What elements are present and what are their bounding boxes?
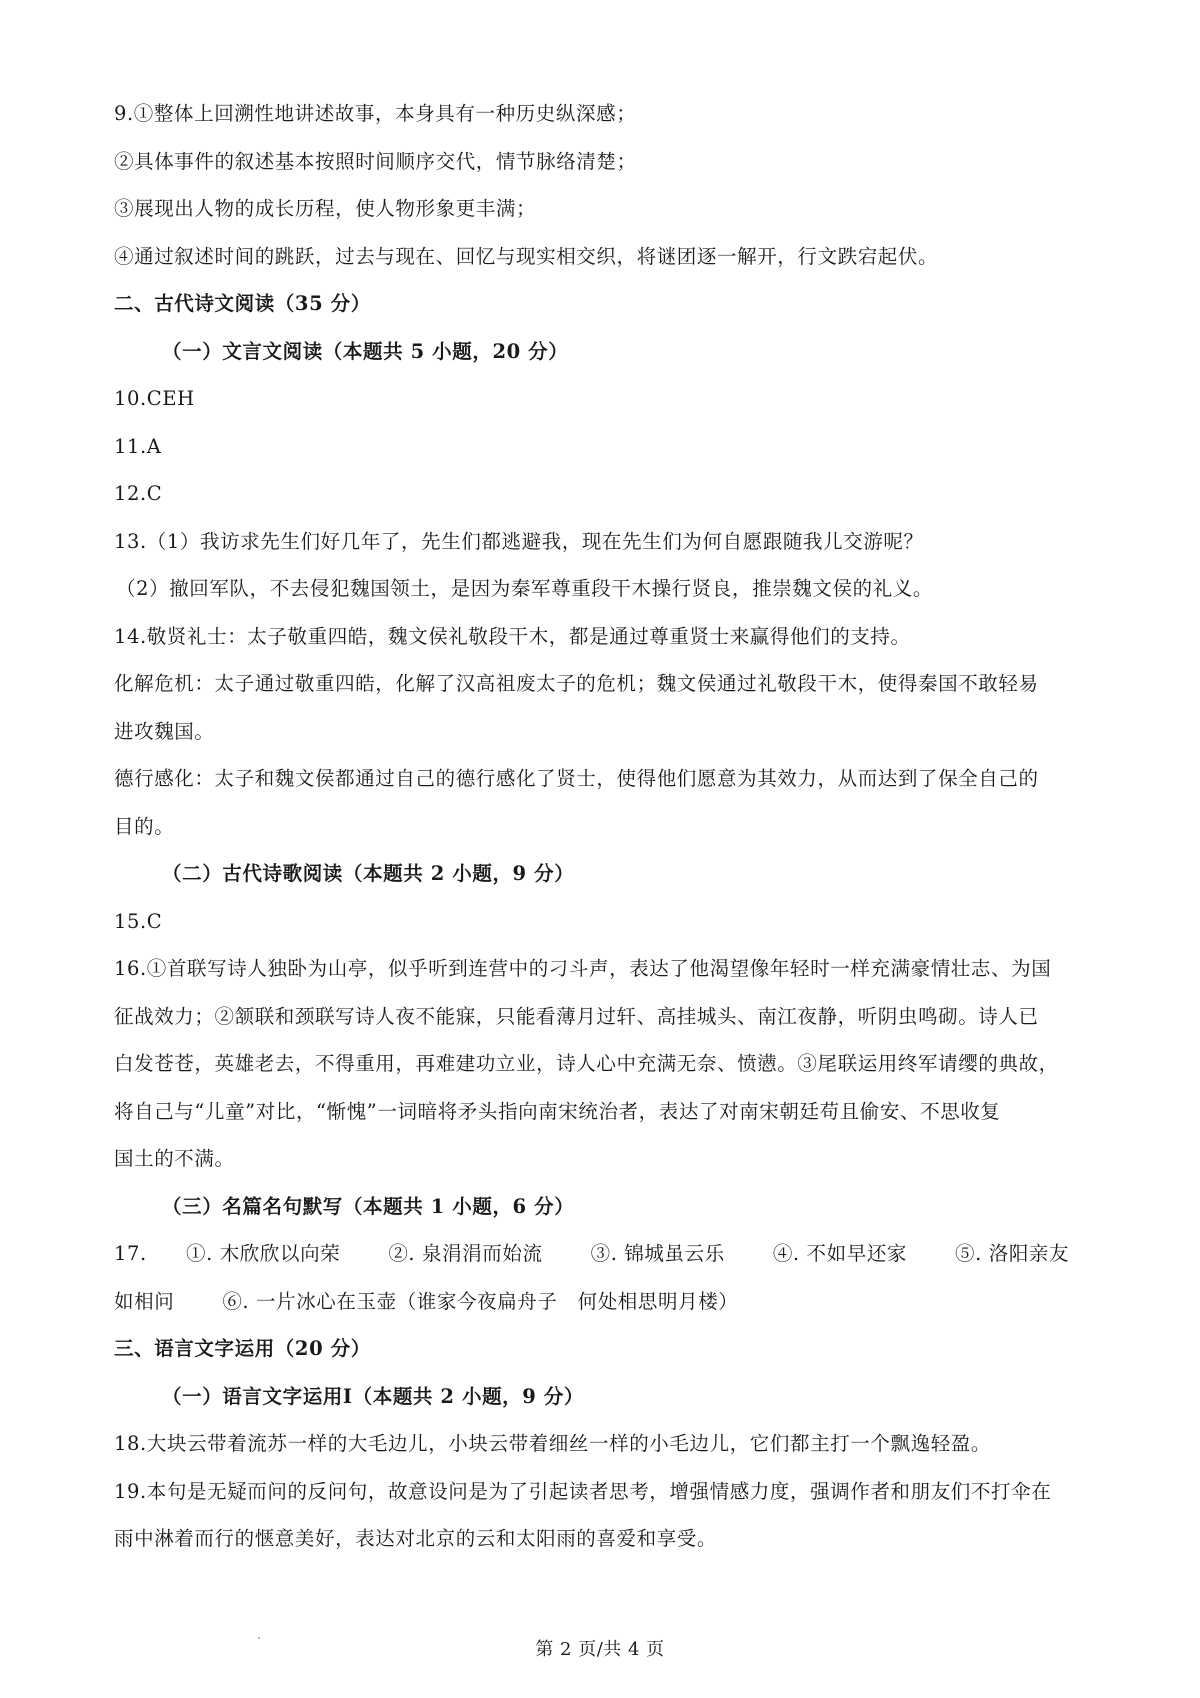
answer-17-number: 17. xyxy=(114,1242,147,1265)
answer-14-line-1: 14.敬贤礼士：太子敬重四皓，魏文侯礼敬段干木，都是通过尊重贤士来赢得他们的支持。 xyxy=(114,624,911,648)
answer-15: 15.C xyxy=(114,909,163,933)
section-2-sub-2: （二）古代诗歌阅读（本题共 2 小题，9 分） xyxy=(162,862,575,885)
answer-12: 12.C xyxy=(114,482,163,505)
section-2-title: 二、古代诗文阅读（35 分） xyxy=(114,292,371,315)
answer-14-line-3a: 德行感化：太子和魏文侯都通过自己的德行感化了贤士，使得他们愿意为其效力，从而达到了保全自己的 xyxy=(114,767,1039,790)
answer-17-item-6: ⑥. 一片冰心在玉壶（谁家今夜扁舟子 何处相思明月楼） xyxy=(222,1289,739,1313)
section-2-sub-1: （一）文言文阅读（本题共 5 小题，20 分） xyxy=(162,339,569,363)
answer-13-part-2: （2）撤回军队，不去侵犯魏国领土，是因为秦军尊重段干木操行贤良，推崇魏文侯的礼义。 xyxy=(116,577,934,600)
q9-line-3: ③展现出人物的成长历程，使人物形象更丰满； xyxy=(114,197,537,220)
answer-17-item-3: ③. 锦城虽云乐 xyxy=(590,1242,725,1265)
answer-11: 11.A xyxy=(114,434,162,458)
page-number: 第 2 页/共 4 页 xyxy=(535,1639,665,1660)
section-3-sub-1: （一）语言文字运用Ⅰ（本题共 2 小题，9 分） xyxy=(162,1384,585,1408)
answer-16-line-3: 白发苍苍，英雄老去，不得重用，再难建功立业，诗人心中充满无奈、愤懑。③尾联运用终军请缨的典故， xyxy=(114,1052,1059,1075)
answer-19-line-2: 雨中淋着而行的惬意美好，表达对北京的云和太阳雨的喜爱和享受。 xyxy=(114,1527,718,1550)
answer-17-item-5: ⑤. 洛阳亲友 xyxy=(955,1242,1070,1265)
answer-16-line-4: 将自己与“儿童”对比，“惭愧”一词暗将矛头指向南宋统治者，表达了对南宋朝廷苟且偷安、不思收复 xyxy=(114,1099,1001,1123)
answer-17-item-1: ①. 木欣欣以向荣 xyxy=(186,1242,341,1265)
answer-13-part-1: 13.（1）我访求先生们好几年了，先生们都逃避我，现在先生们为何自愿跟随我儿交游呢？ xyxy=(114,529,924,553)
q9-line-1: 9.①整体上回溯性地讲述故事，本身具有一种历史纵深感； xyxy=(114,102,637,125)
answer-16-line-1: 16.①首联写诗人独卧为山亭，似乎听到连营中的刁斗声，表达了他渴望像年轻时一样充满豪情壮志、为国 xyxy=(114,957,1052,980)
answer-14-line-3b: 目的。 xyxy=(114,814,175,838)
answer-16-line-2: 征战效力；②颔联和颈联写诗人夜不能寐，只能看薄月过轩、高挂城头、南江夜静，听阴虫鸣砌。诗人已 xyxy=(114,1004,1039,1028)
section-3-title: 三、语言文字运用（20 分） xyxy=(114,1337,371,1360)
answer-14-line-2a: 化解危机：太子通过敬重四皓，化解了汉高祖废太子的危机；魏文侯通过礼敬段干木，使得秦国不敢轻易 xyxy=(114,672,1039,695)
answer-19-line-1: 19.本句是无疑而问的反问句，故意设问是为了引起读者思考，增强情感力度，强调作者和朋友们不打伞在 xyxy=(114,1479,1052,1503)
answer-18: 18.大块云带着流苏一样的大毛边儿，小块云带着细丝一样的小毛边儿，它们都主打一个飘逸轻盈。 xyxy=(114,1432,992,1455)
section-2-sub-3: （三）名篇名句默写（本题共 1 小题，6 分） xyxy=(162,1194,575,1218)
answer-17-item-5-cont: 如相问 xyxy=(114,1289,175,1313)
answer-17-item-4: ④. 不如早还家 xyxy=(772,1242,908,1265)
answer-16-line-5: 国土的不满。 xyxy=(114,1147,235,1170)
answer-content xyxy=(114,90,1104,1563)
answer-17-item-2: ②. 泉涓涓而始流 xyxy=(388,1242,543,1265)
q9-line-4: ④通过叙述时间的跳跃，过去与现在、回忆与现实相交织，将谜团逐一解开，行文跌宕起伏。 xyxy=(114,244,939,268)
answer-17-line-1 xyxy=(114,1230,1104,1278)
q9-line-2: ②具体事件的叙述基本按照时间顺序交代，情节脉络清楚； xyxy=(114,149,637,173)
answer-10: 10.CEH xyxy=(114,387,195,410)
answer-17-line-2 xyxy=(114,1278,1104,1326)
answer-14-line-2b: 进攻魏国。 xyxy=(114,719,215,743)
